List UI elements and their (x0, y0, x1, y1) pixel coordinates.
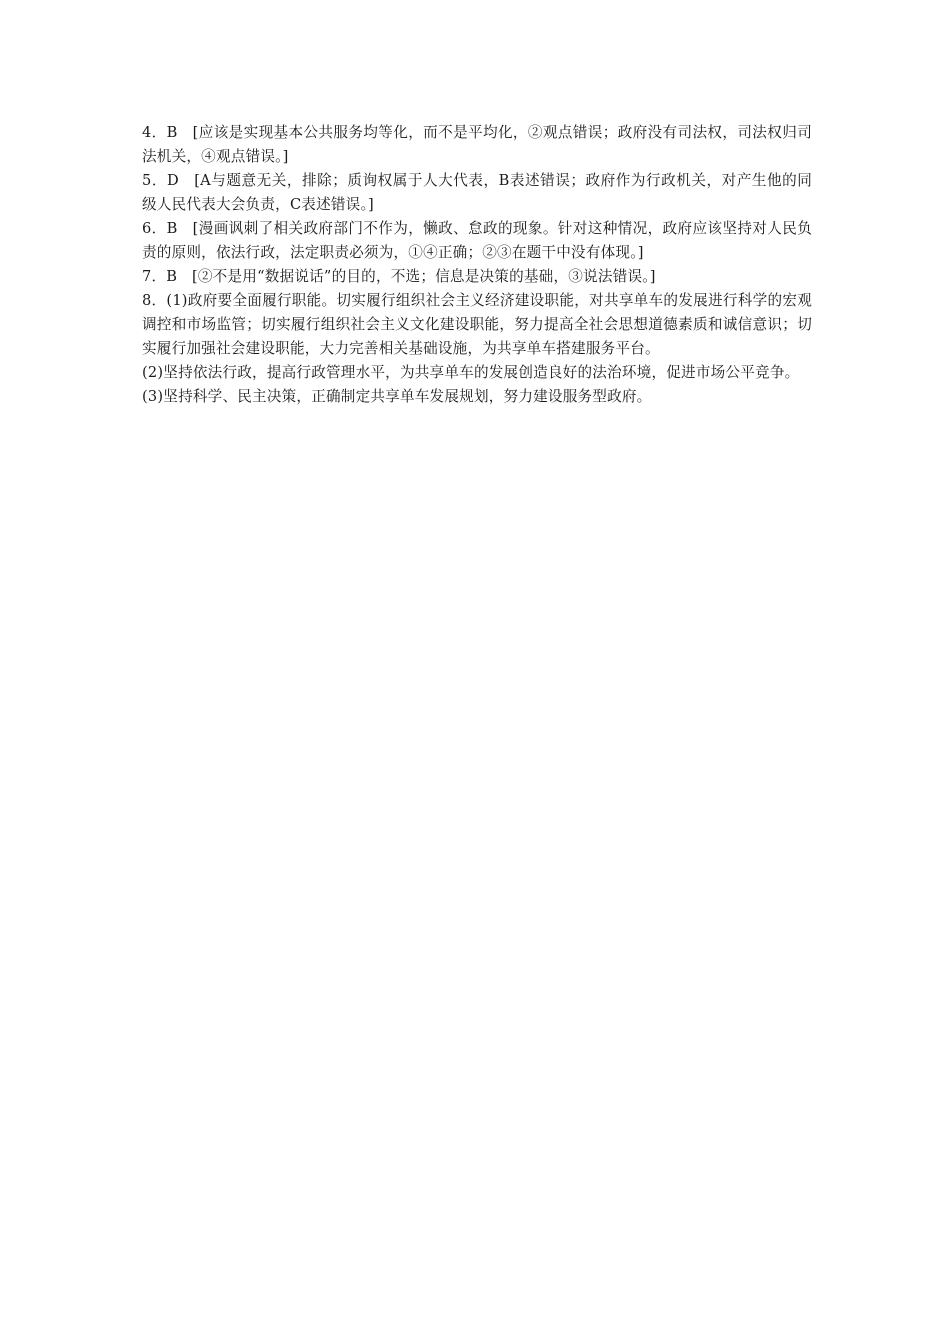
answer-7: 7．B [②不是用“数据说话”的目的，不选；信息是决策的基础，③说法错误。] (142, 268, 656, 285)
answer-8-part-3: (3)坚持科学、民主决策，正确制定共享单车发展规划，努力建设服务型政府。 (142, 388, 652, 405)
answer-text-block (142, 121, 812, 409)
answer-8-part-1: 8．(1)政府要全面履行职能。切实履行组织社会主义经济建设职能，对共享单车的发展进行科学的宏观调控和市场监管；切实履行组织社会主义文化建设职能，努力提高全社会思想道德素质和诚信意识；切实履行加强社会建设职能，大力完善相关基础设施，为共享单车搭建服务平台。 (142, 292, 812, 357)
answer-4: 4．B [应该是实现基本公共服务均等化，而不是平均化，②观点错误；政府没有司法权，司法权归司法机关，④观点错误。] (142, 124, 812, 165)
answer-8-part-2: (2)坚持依法行政，提高行政管理水平，为共享单车的发展创造良好的法治环境，促进市场公平竞争。 (142, 364, 800, 381)
answer-6: 6．B [漫画讽刺了相关政府部门不作为，懒政、怠政的现象。针对这种情况，政府应该坚持对人民负责的原则，依法行政，法定职责必须为，①④正确；②③在题干中没有体现。] (142, 220, 812, 261)
answer-5: 5．D [A与题意无关，排除；质询权属于人大代表，B表述错误；政府作为行政机关，对产生他的同级人民代表大会负责，C表述错误。] (142, 172, 812, 213)
